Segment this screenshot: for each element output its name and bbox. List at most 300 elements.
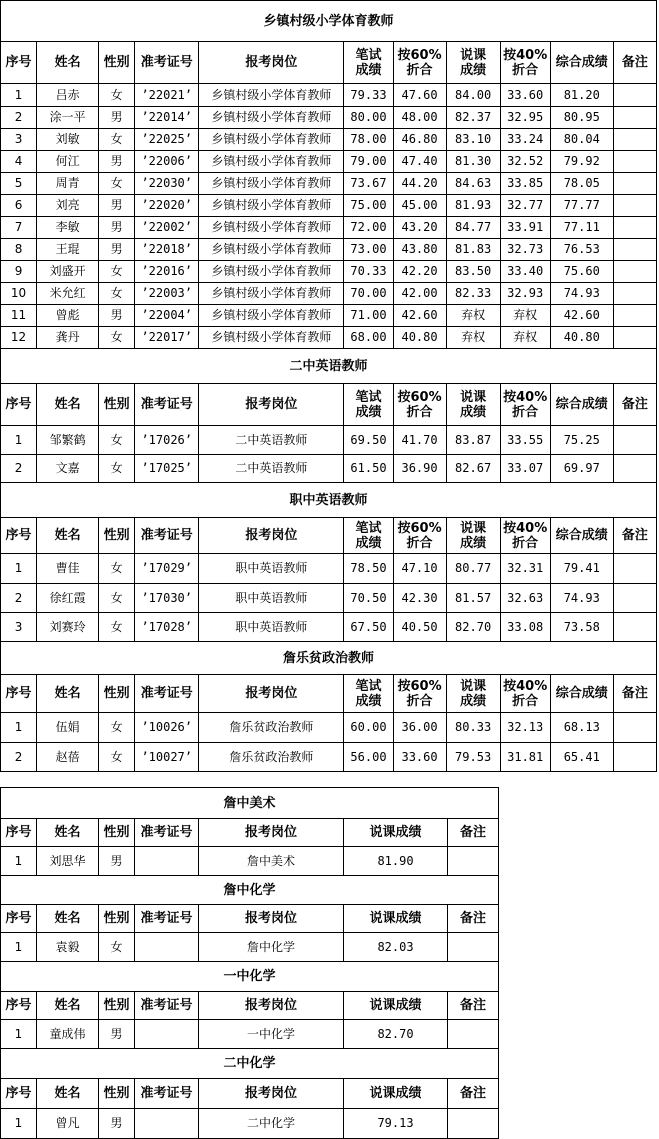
section-title: 职中英语教师 xyxy=(1,483,657,518)
table-cell: 詹乐贫政治教师 xyxy=(199,743,344,772)
column-header: 准考证号 xyxy=(135,384,199,426)
table-row xyxy=(1,151,657,173)
table-cell: ’22021’ xyxy=(135,84,199,107)
table-cell: 王琨 xyxy=(37,239,99,261)
table-cell xyxy=(613,217,656,239)
table-cell: 詹中美术 xyxy=(199,847,344,876)
table-cell xyxy=(613,554,656,584)
column-header: 报考岗位 xyxy=(199,992,344,1020)
column-header: 按60% 折合 xyxy=(393,675,446,713)
table-cell xyxy=(135,933,199,962)
column-header: 报考岗位 xyxy=(199,42,344,84)
table-cell: 邹繁鹤 xyxy=(37,426,99,455)
table-cell: 32.31 xyxy=(500,554,550,584)
table-cell: 二中化学 xyxy=(199,1109,344,1139)
table-cell: 何江 xyxy=(37,151,99,173)
table-cell: 74.93 xyxy=(550,283,613,305)
section-title: 詹中化学 xyxy=(1,876,499,905)
table-cell: 32.77 xyxy=(500,195,550,217)
section-title-row xyxy=(1,1,657,42)
section-title-row xyxy=(1,642,657,675)
table-cell: 80.77 xyxy=(446,554,500,584)
table-cell: 67.50 xyxy=(344,613,393,642)
table-cell: 56.00 xyxy=(344,743,393,772)
table-cell: ’22014’ xyxy=(135,107,199,129)
column-header: 性别 xyxy=(99,518,135,554)
column-header: 序号 xyxy=(1,384,37,426)
table-row xyxy=(1,283,657,305)
table-cell: 33.60 xyxy=(393,743,446,772)
column-header: 综合成绩 xyxy=(550,675,613,713)
column-header: 性别 xyxy=(99,992,135,1020)
table-cell: 弃权 xyxy=(446,327,500,349)
section-title-row xyxy=(1,1049,499,1079)
table-cell: 1 xyxy=(1,84,37,107)
table-cell: 80.04 xyxy=(550,129,613,151)
table-cell: ’22017’ xyxy=(135,327,199,349)
table-cell: 44.20 xyxy=(393,173,446,195)
column-header: 序号 xyxy=(1,992,37,1020)
column-header: 备注 xyxy=(613,42,656,84)
table-cell: 33.24 xyxy=(500,129,550,151)
table-cell: 69.50 xyxy=(344,426,393,455)
column-header: 姓名 xyxy=(37,675,99,713)
table-cell: 龚丹 xyxy=(37,327,99,349)
table-cell: 75.25 xyxy=(550,426,613,455)
table-cell xyxy=(613,713,656,743)
column-header: 综合成绩 xyxy=(550,518,613,554)
table-cell: ’17026’ xyxy=(135,426,199,455)
column-header: 备注 xyxy=(448,905,499,933)
table-cell xyxy=(613,239,656,261)
table-cell: 徐红霞 xyxy=(37,584,99,613)
table-cell: 周青 xyxy=(37,173,99,195)
column-header: 姓名 xyxy=(37,1079,99,1109)
table-row xyxy=(1,195,657,217)
table-cell: 80.95 xyxy=(550,107,613,129)
table-cell: 女 xyxy=(99,933,135,962)
column-header: 序号 xyxy=(1,518,37,554)
table-cell: 女 xyxy=(99,455,135,483)
table-cell: 42.20 xyxy=(393,261,446,283)
table-cell: 78.50 xyxy=(344,554,393,584)
table-cell: 84.63 xyxy=(446,173,500,195)
table-cell: 79.13 xyxy=(344,1109,448,1139)
table-cell: ’17030’ xyxy=(135,584,199,613)
table-cell: 女 xyxy=(99,743,135,772)
table-row xyxy=(1,584,657,613)
table-cell: 女 xyxy=(99,327,135,349)
table-cell: 弃权 xyxy=(446,305,500,327)
table-cell: 3 xyxy=(1,129,37,151)
column-header: 按60% 折合 xyxy=(393,384,446,426)
table-cell: 1 xyxy=(1,933,37,962)
table-cell: ’22018’ xyxy=(135,239,199,261)
column-header: 按60% 折合 xyxy=(393,518,446,554)
table-cell: 33.85 xyxy=(500,173,550,195)
table-cell: 赵蓓 xyxy=(37,743,99,772)
table-cell: 女 xyxy=(99,426,135,455)
table-cell: 刘赛玲 xyxy=(37,613,99,642)
column-header: 笔试 成绩 xyxy=(344,384,393,426)
table-cell: 40.80 xyxy=(550,327,613,349)
table-cell: 32.73 xyxy=(500,239,550,261)
table-row xyxy=(1,743,657,772)
table-cell: 70.33 xyxy=(344,261,393,283)
table-cell: 70.50 xyxy=(344,584,393,613)
table-cell: 男 xyxy=(99,195,135,217)
table-cell: 8 xyxy=(1,239,37,261)
section-title-row xyxy=(1,788,499,819)
column-header: 准考证号 xyxy=(135,992,199,1020)
table-cell: 女 xyxy=(99,173,135,195)
table-cell: 乡镇村级小学体育教师 xyxy=(199,239,344,261)
column-header-row xyxy=(1,42,657,84)
table-cell: 李敏 xyxy=(37,217,99,239)
table-cell: 乡镇村级小学体育教师 xyxy=(199,107,344,129)
column-header: 报考岗位 xyxy=(199,384,344,426)
table-cell: 81.20 xyxy=(550,84,613,107)
column-header: 备注 xyxy=(613,518,656,554)
column-header: 性别 xyxy=(99,42,135,84)
table-cell: 77.11 xyxy=(550,217,613,239)
table-row xyxy=(1,613,657,642)
table-cell: 47.60 xyxy=(393,84,446,107)
column-header: 报考岗位 xyxy=(199,675,344,713)
table-cell: 82.67 xyxy=(446,455,500,483)
table-cell: 70.00 xyxy=(344,283,393,305)
section-title: 一中化学 xyxy=(1,962,499,992)
table-row xyxy=(1,933,499,962)
table-cell: 33.60 xyxy=(500,84,550,107)
table-cell: 61.50 xyxy=(344,455,393,483)
column-header: 笔试 成绩 xyxy=(344,42,393,84)
column-header: 姓名 xyxy=(37,819,99,847)
table-cell: 68.00 xyxy=(344,327,393,349)
table-row xyxy=(1,84,657,107)
table-cell: 33.40 xyxy=(500,261,550,283)
table-cell: 32.13 xyxy=(500,713,550,743)
table-cell: 童成伟 xyxy=(37,1020,99,1049)
table-cell: 乡镇村级小学体育教师 xyxy=(199,283,344,305)
column-header-row xyxy=(1,905,499,933)
column-header: 说课成绩 xyxy=(344,1079,448,1109)
table-cell: 46.80 xyxy=(393,129,446,151)
table-cell xyxy=(613,151,656,173)
table-cell: 36.00 xyxy=(393,713,446,743)
table-row xyxy=(1,217,657,239)
table-cell: 米允红 xyxy=(37,283,99,305)
table-cell: 男 xyxy=(99,217,135,239)
column-header: 备注 xyxy=(448,819,499,847)
table-cell: 81.90 xyxy=(344,847,448,876)
table-cell: 82.33 xyxy=(446,283,500,305)
table-row xyxy=(1,426,657,455)
table-cell: 81.30 xyxy=(446,151,500,173)
table-cell: 42.30 xyxy=(393,584,446,613)
column-header: 姓名 xyxy=(37,905,99,933)
table-cell: 文嘉 xyxy=(37,455,99,483)
table-cell: 47.40 xyxy=(393,151,446,173)
section-title-row xyxy=(1,349,657,384)
table-cell: 伍娟 xyxy=(37,713,99,743)
table-row xyxy=(1,1020,499,1049)
table-cell: ’22016’ xyxy=(135,261,199,283)
table-cell: 47.10 xyxy=(393,554,446,584)
table-cell: 职中英语教师 xyxy=(199,554,344,584)
table-cell xyxy=(613,107,656,129)
table-cell: 男 xyxy=(99,1020,135,1049)
table-cell: ’17028’ xyxy=(135,613,199,642)
table-cell: 女 xyxy=(99,613,135,642)
table-cell xyxy=(613,173,656,195)
table-cell: 73.58 xyxy=(550,613,613,642)
column-header: 性别 xyxy=(99,819,135,847)
table-cell xyxy=(613,743,656,772)
table-cell: 涂一平 xyxy=(37,107,99,129)
table-cell xyxy=(613,305,656,327)
table-cell: ’22004’ xyxy=(135,305,199,327)
table-cell: 75.00 xyxy=(344,195,393,217)
table-cell: 乡镇村级小学体育教师 xyxy=(199,327,344,349)
table-cell: ’22006’ xyxy=(135,151,199,173)
table-cell: 74.93 xyxy=(550,584,613,613)
column-header: 性别 xyxy=(99,1079,135,1109)
column-header-row xyxy=(1,518,657,554)
table-cell: 5 xyxy=(1,173,37,195)
column-header: 准考证号 xyxy=(135,675,199,713)
table-cell: 职中英语教师 xyxy=(199,613,344,642)
table-cell: 詹中化学 xyxy=(199,933,344,962)
column-header: 按40% 折合 xyxy=(500,42,550,84)
table-cell xyxy=(135,1109,199,1139)
table-cell xyxy=(448,1109,499,1139)
table-cell: 79.92 xyxy=(550,151,613,173)
table-cell: 78.00 xyxy=(344,129,393,151)
table-cell: 11 xyxy=(1,305,37,327)
table-row xyxy=(1,847,499,876)
table-cell: 43.80 xyxy=(393,239,446,261)
column-header: 说课 成绩 xyxy=(446,384,500,426)
column-header: 序号 xyxy=(1,42,37,84)
section-title-row xyxy=(1,876,499,905)
table-cell: ’17025’ xyxy=(135,455,199,483)
column-header: 性别 xyxy=(99,675,135,713)
table-cell: 83.50 xyxy=(446,261,500,283)
table-cell: 68.13 xyxy=(550,713,613,743)
column-header: 姓名 xyxy=(37,42,99,84)
table-cell: 36.90 xyxy=(393,455,446,483)
table-cell: 45.00 xyxy=(393,195,446,217)
table-cell: 82.03 xyxy=(344,933,448,962)
table-cell xyxy=(135,1020,199,1049)
table-cell: 32.63 xyxy=(500,584,550,613)
column-header-row xyxy=(1,992,499,1020)
table-cell: 32.95 xyxy=(500,107,550,129)
column-header: 序号 xyxy=(1,819,37,847)
column-header: 备注 xyxy=(613,675,656,713)
table-row xyxy=(1,129,657,151)
table-row xyxy=(1,327,657,349)
table-cell xyxy=(448,933,499,962)
table-cell: 女 xyxy=(99,713,135,743)
table-cell: 乡镇村级小学体育教师 xyxy=(199,151,344,173)
score-table-lecture-only xyxy=(0,787,499,1139)
table-cell: 女 xyxy=(99,584,135,613)
table-cell: 曾彪 xyxy=(37,305,99,327)
table-cell: 曹佳 xyxy=(37,554,99,584)
table-cell: 刘亮 xyxy=(37,195,99,217)
table-cell: 二中英语教师 xyxy=(199,426,344,455)
column-header: 说课 成绩 xyxy=(446,518,500,554)
table-cell: 乡镇村级小学体育教师 xyxy=(199,217,344,239)
table-cell: 刘思华 xyxy=(37,847,99,876)
table-cell: 77.77 xyxy=(550,195,613,217)
table-cell: 1 xyxy=(1,1109,37,1139)
table-cell: 79.53 xyxy=(446,743,500,772)
table-cell: 弃权 xyxy=(500,305,550,327)
table-cell xyxy=(613,84,656,107)
table-cell: 1 xyxy=(1,554,37,584)
table-cell xyxy=(448,847,499,876)
section-title: 乡镇村级小学体育教师 xyxy=(1,1,657,42)
table-cell: 81.57 xyxy=(446,584,500,613)
table-cell: 33.08 xyxy=(500,613,550,642)
table-cell: 2 xyxy=(1,743,37,772)
column-header: 准考证号 xyxy=(135,819,199,847)
column-header: 备注 xyxy=(448,992,499,1020)
table-cell: 2 xyxy=(1,584,37,613)
table-cell: 女 xyxy=(99,129,135,151)
table-cell: 48.00 xyxy=(393,107,446,129)
column-header: 说课成绩 xyxy=(344,992,448,1020)
table-cell: 32.93 xyxy=(500,283,550,305)
column-header: 笔试 成绩 xyxy=(344,675,393,713)
table-cell: 男 xyxy=(99,107,135,129)
table-cell: 弃权 xyxy=(500,327,550,349)
column-header: 说课 成绩 xyxy=(446,675,500,713)
column-header: 姓名 xyxy=(37,384,99,426)
table-cell: 男 xyxy=(99,847,135,876)
column-header: 按40% 折合 xyxy=(500,384,550,426)
column-header-row xyxy=(1,384,657,426)
table-cell: 职中英语教师 xyxy=(199,584,344,613)
table-cell xyxy=(613,327,656,349)
column-header: 序号 xyxy=(1,905,37,933)
table-cell: ’22025’ xyxy=(135,129,199,151)
table-cell: 79.41 xyxy=(550,554,613,584)
table-cell: 32.52 xyxy=(500,151,550,173)
table-cell: 乡镇村级小学体育教师 xyxy=(199,129,344,151)
table-cell: 73.00 xyxy=(344,239,393,261)
column-header: 准考证号 xyxy=(135,518,199,554)
table-cell: 42.60 xyxy=(550,305,613,327)
table-cell: 69.97 xyxy=(550,455,613,483)
table-cell: 乡镇村级小学体育教师 xyxy=(199,305,344,327)
table-cell: 女 xyxy=(99,283,135,305)
table-cell: 男 xyxy=(99,1109,135,1139)
table-cell: ’22030’ xyxy=(135,173,199,195)
column-header: 综合成绩 xyxy=(550,384,613,426)
table-cell: 42.60 xyxy=(393,305,446,327)
table-cell: 4 xyxy=(1,151,37,173)
table-cell: 3 xyxy=(1,613,37,642)
table-row xyxy=(1,107,657,129)
table-cell: 袁毅 xyxy=(37,933,99,962)
table-cell: 65.41 xyxy=(550,743,613,772)
table-cell: 男 xyxy=(99,151,135,173)
table-cell: 33.91 xyxy=(500,217,550,239)
table-cell: ’22003’ xyxy=(135,283,199,305)
section-title: 詹乐贫政治教师 xyxy=(1,642,657,675)
column-header: 准考证号 xyxy=(135,905,199,933)
table-cell: ’22020’ xyxy=(135,195,199,217)
table-cell: 76.53 xyxy=(550,239,613,261)
table-cell: 曾凡 xyxy=(37,1109,99,1139)
table-row xyxy=(1,305,657,327)
column-header: 报考岗位 xyxy=(199,819,344,847)
table-cell: 刘盛开 xyxy=(37,261,99,283)
table-cell: 42.00 xyxy=(393,283,446,305)
column-header: 报考岗位 xyxy=(199,1079,344,1109)
table-cell: 2 xyxy=(1,107,37,129)
table-cell: 1 xyxy=(1,426,37,455)
table-cell: 7 xyxy=(1,217,37,239)
column-header: 序号 xyxy=(1,675,37,713)
table-cell xyxy=(613,283,656,305)
table-cell: 83.87 xyxy=(446,426,500,455)
table-cell: 81.93 xyxy=(446,195,500,217)
table-cell: 刘敏 xyxy=(37,129,99,151)
table-cell xyxy=(613,195,656,217)
table-cell: 78.05 xyxy=(550,173,613,195)
table-row xyxy=(1,261,657,283)
table-cell: 1 xyxy=(1,847,37,876)
table-cell xyxy=(613,426,656,455)
table-cell: 詹乐贫政治教师 xyxy=(199,713,344,743)
section-title: 二中英语教师 xyxy=(1,349,657,384)
table-cell: 二中英语教师 xyxy=(199,455,344,483)
table-cell: 60.00 xyxy=(344,713,393,743)
table-cell: 80.33 xyxy=(446,713,500,743)
table-cell: 乡镇村级小学体育教师 xyxy=(199,84,344,107)
table-cell: 6 xyxy=(1,195,37,217)
table-cell: 1 xyxy=(1,713,37,743)
column-header: 报考岗位 xyxy=(199,518,344,554)
column-header: 姓名 xyxy=(37,518,99,554)
table-cell: 79.33 xyxy=(344,84,393,107)
table-cell xyxy=(135,847,199,876)
column-header-row xyxy=(1,1079,499,1109)
table-cell: ’10027’ xyxy=(135,743,199,772)
table-cell: 33.07 xyxy=(500,455,550,483)
column-header: 性别 xyxy=(99,384,135,426)
table-cell: 乡镇村级小学体育教师 xyxy=(199,195,344,217)
table-cell: 79.00 xyxy=(344,151,393,173)
column-header: 准考证号 xyxy=(135,42,199,84)
table-cell: 75.60 xyxy=(550,261,613,283)
table-cell xyxy=(613,613,656,642)
table-cell: 81.83 xyxy=(446,239,500,261)
table-cell: 女 xyxy=(99,554,135,584)
table-row xyxy=(1,455,657,483)
column-header: 性别 xyxy=(99,905,135,933)
table-cell: ’10026’ xyxy=(135,713,199,743)
table-cell: 73.67 xyxy=(344,173,393,195)
table-cell: 40.80 xyxy=(393,327,446,349)
table-cell: 83.10 xyxy=(446,129,500,151)
section-title-row xyxy=(1,483,657,518)
